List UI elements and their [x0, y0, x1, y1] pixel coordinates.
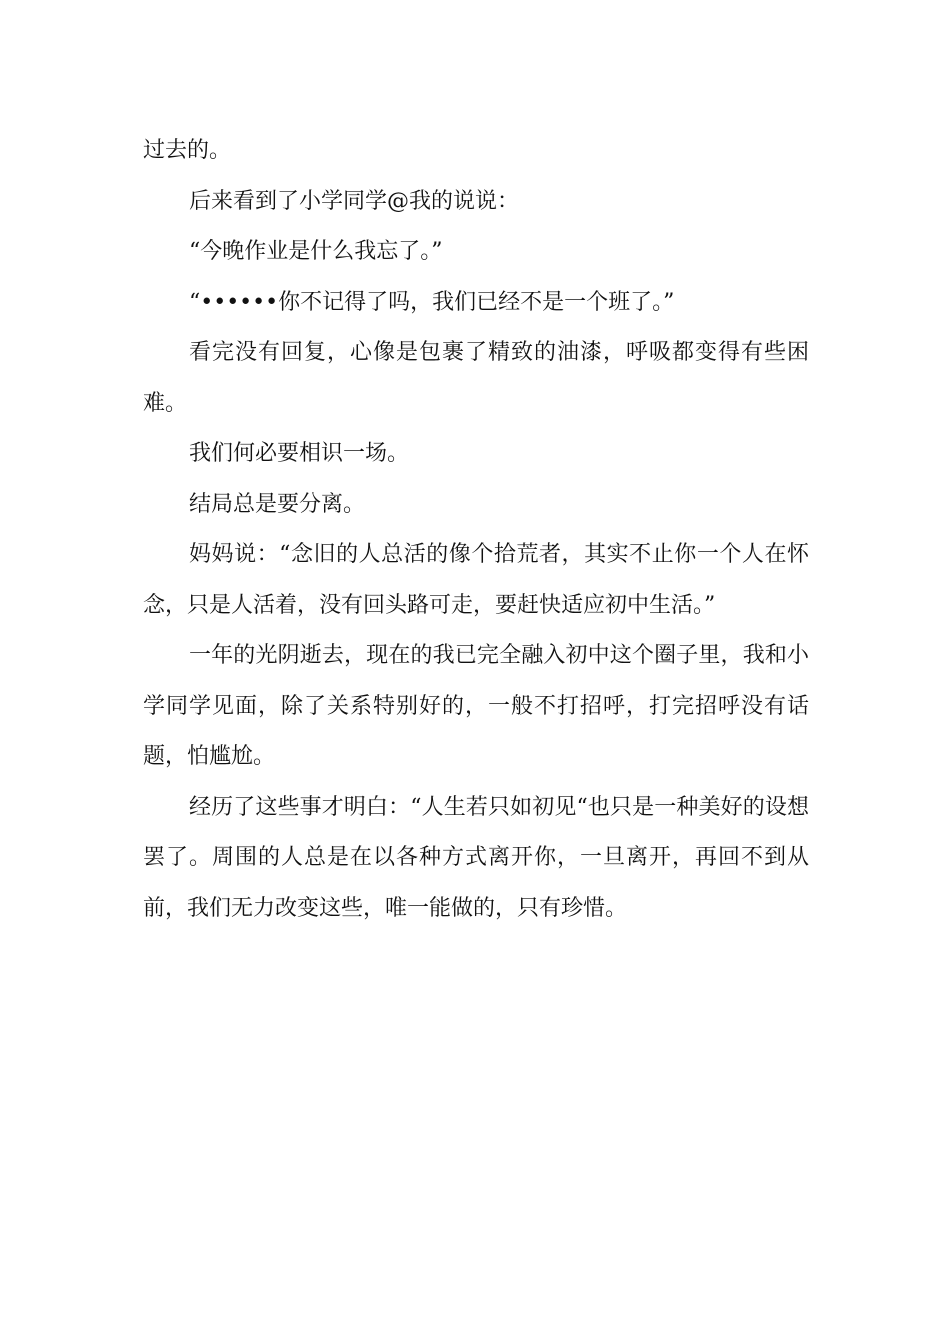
paragraph-4: “••••••你不记得了吗，我们已经不是一个班了。”: [189, 289, 675, 315]
paragraph-8: 妈妈说：“念旧的人总活的像个拾荒者，其实不止你一个人在怀念，只是人活着，没有回头路可走，要赶快适应初中生活。”: [143, 542, 809, 618]
paragraph-1: 过去的。: [143, 138, 232, 163]
paragraph-5: 看完没有回复，心像是包裹了精致的油漆，呼吸都变得有些困难。: [143, 340, 809, 416]
body-text: [143, 126, 809, 934]
paragraph-6: 我们何必要相识一场。: [189, 441, 410, 466]
paragraph-3: “今晚作业是什么我忘了。”: [189, 239, 443, 264]
paragraph-9: 一年的光阴逝去，现在的我已完全融入初中这个圈子里，我和小学同学见面，除了关系特别好的，一般不打招呼，打完招呼没有话题，怕尴尬。: [143, 643, 809, 769]
paragraph-7: 结局总是要分离。: [189, 491, 366, 517]
paragraph-2: 后来看到了小学同学@我的说说：: [189, 188, 520, 214]
paragraph-10: 经历了这些事才明白：“人生若只如初见“也只是一种美好的设想罢了。周围的人总是在以各种方式离开你，一旦离开，再回不到从前，我们无力改变这些，唯一能做的，只有珍惜。: [143, 794, 809, 921]
